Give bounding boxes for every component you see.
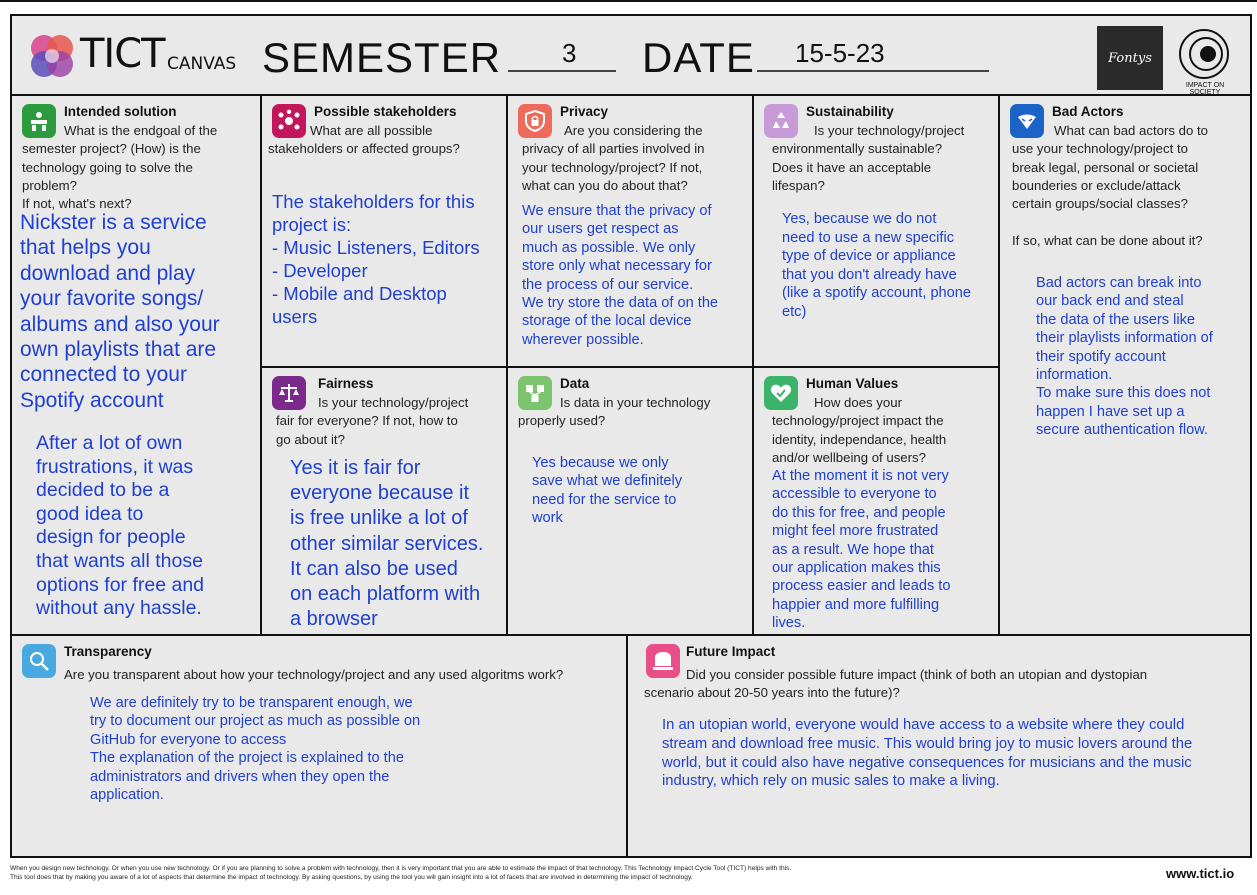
human-values-title: Human Values — [806, 376, 899, 391]
intended-solution-answer[interactable]: Nickster is a service that helps you download and play your favorite songs/ albums and also your own playlists that are connected to your Spotify account — [20, 211, 220, 412]
transparency-answer[interactable]: We are definitely try to be transparent enough, we try to document our project as much as possible on GitHub for everyone to access The explanation of the project is explained to the administrators and drivers when they open the application. — [90, 695, 421, 804]
footer-description — [10, 864, 1110, 882]
bad-actors-title: Bad Actors — [1052, 104, 1124, 119]
intended-solution-question: What is the endgoal of the semester project? (How) is the technology going to solve the problem? If not, what's next? — [22, 123, 218, 212]
human-values-question: How does your technology/project impact the identity, independance, health and/or wellbeing of users? — [772, 395, 947, 465]
future-impact-answer[interactable]: In an utopian world, everyone would have access to a website where they could stream and download free music. This would bring joy to music lovers around the world, but it could also have negative consequences for musicians and the music industry, which rely on music sales to make a living. — [662, 717, 1193, 790]
data-question: Is data in your technology properly used? — [518, 395, 711, 429]
data-title: Data — [560, 376, 590, 391]
intended-solution-answer-extra[interactable]: After a lot of own frustrations, it was decided to be a good idea to design for people that wants all those options for free and without any hassle. — [36, 432, 205, 620]
cell-fairness — [262, 368, 508, 636]
canvas-header — [12, 16, 1250, 96]
future-impact-question: Did you consider possible future impact (think of both an utopian and dystopian scenario about 20-50 years into the future)? — [644, 667, 1148, 701]
impact-on-society-label: IMPACT ON SOCIETY — [1185, 82, 1225, 96]
cell-intended-solution — [12, 96, 262, 636]
logo-title: TICT — [80, 31, 165, 77]
date-value[interactable]: 15-5-23 — [795, 38, 885, 68]
fairness-title: Fairness — [318, 376, 374, 391]
top-border — [0, 0, 1257, 2]
tict-logo-icon — [24, 28, 80, 84]
footer-line-2: This tool does that by making you aware of a lot of aspects that determine the impact of technology. By asking questions, by using the tool you will gain insight into a lot of facets that are involved in determining the impact of technology. — [10, 874, 693, 881]
human-values-answer[interactable]: At the moment it is not very accessible to everyone to do this for free, and people might feel more frustrated as a result. We hope that our application makes this process easier and leads to happier and more fulfilling lives. — [772, 468, 951, 632]
semester-label: SEMESTER — [262, 34, 502, 81]
bad-actors-answer[interactable]: Bad actors can break into our back end and steal the data of the users like their playlists information of their spotify account information. To make sure this does not happen I have set up a secure authentication flow. — [1036, 275, 1213, 439]
privacy-question: Are you considering the privacy of all parties involved in your technology/project? If not, what can you do about that? — [522, 123, 705, 193]
cell-human-values — [754, 368, 1000, 636]
cell-sustainability — [754, 96, 1000, 368]
cell-bad-actors — [1000, 96, 1250, 636]
fairness-answer[interactable]: Yes it is fair for everyone because it is free unlike a lot of other similar services. It can also be used on each platform with a browser — [290, 457, 484, 631]
transparency-title: Transparency — [64, 644, 152, 659]
fairness-question: Is your technology/project fair for everyone? If not, how to go about it? — [276, 395, 469, 447]
logo-subtitle: CANVAS — [167, 54, 237, 74]
intended-solution-title: Intended solution — [64, 104, 177, 119]
privacy-title: Privacy — [560, 104, 609, 119]
transparency-question: Are you transparent about how your technology/project and any used algoritms work? — [64, 667, 564, 682]
data-answer[interactable]: Yes because we only save what we definitely need for the service to work — [532, 455, 683, 527]
date-label: DATE — [642, 34, 755, 81]
sustainability-question: Is your technology/project environmentally sustainable? Does it have an acceptable lifespan? — [772, 123, 965, 193]
cell-data — [508, 368, 754, 636]
semester-value[interactable]: 3 — [562, 38, 577, 68]
semester-underline — [508, 70, 616, 72]
fontys-logo: Fontys — [1097, 26, 1163, 90]
privacy-answer[interactable]: We ensure that the privacy of our users get respect as much as possible. We only store only what necessary for the process of our service. We try store the data of on the storage of the local device wherever possible. — [522, 203, 719, 348]
stakeholders-question: What are all possible stakeholders or affected groups? — [268, 123, 460, 157]
cell-possible-stakeholders — [262, 96, 508, 368]
stakeholders-title: Possible stakeholders — [314, 104, 457, 119]
date-underline — [757, 70, 989, 72]
footer-website-link[interactable]: www.tict.io — [1166, 866, 1235, 881]
canvas-frame — [10, 14, 1252, 858]
sustainability-answer[interactable]: Yes, because we do not need to use a new specific type of device or appliance that you don't already have (like a spotify account, phone etc) — [782, 211, 972, 320]
transparency-magnifier-icon — [22, 644, 56, 678]
bad-actors-question: What can bad actors do to use your technology/project to break legal, personal or societal bounderies or exclude/attack certain groups/social classes? If so, what can be done about it? — [1012, 123, 1208, 248]
stakeholders-answer[interactable]: The stakeholders for this project is: - Music Listeners, Editors - Developer - Mobile and Desktop users — [272, 191, 480, 327]
future-impact-title: Future Impact — [686, 644, 776, 659]
cell-privacy — [508, 96, 754, 368]
cell-transparency — [12, 636, 628, 858]
cell-future-impact — [628, 636, 1250, 858]
sustainability-title: Sustainability — [806, 104, 894, 119]
footer-line-1: When you design new technology. Or when you use new technology. Or if you are planning to solve a problem with technology, then it is very important that you are able to estimate the impact of that technology. This Technology Impact Cycle Tool (TICT) helps with this. — [10, 865, 792, 872]
